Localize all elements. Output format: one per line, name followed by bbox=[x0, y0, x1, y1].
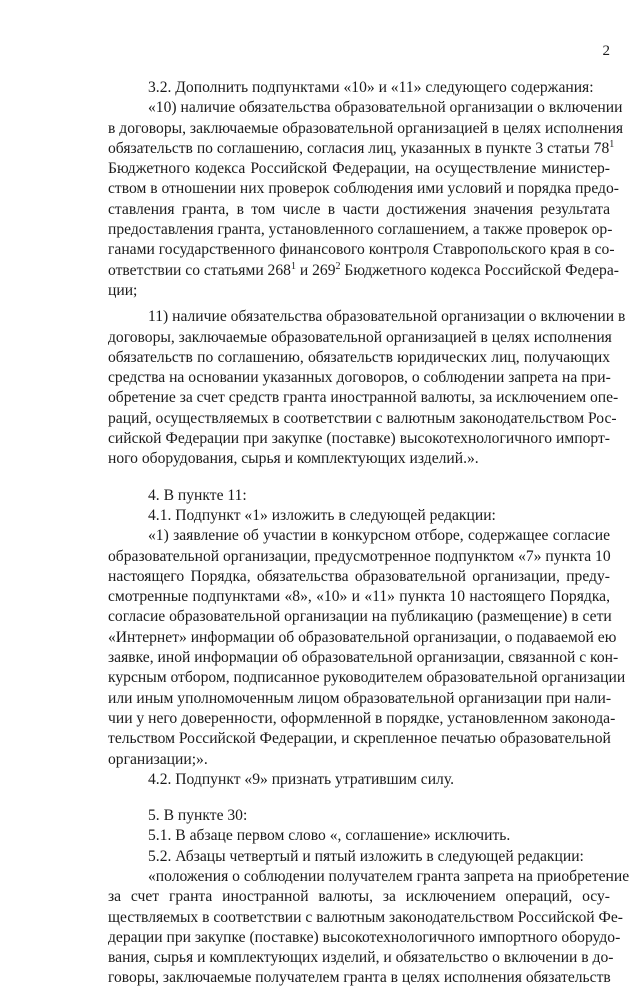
quote-line: вания, сырья и комплектующих изделий, и обязательство о включении в до- bbox=[108, 949, 614, 967]
paragraph-3-2-intro: 3.2. Дополнить подпунктами «10» и «11» следующего содержания: bbox=[148, 79, 594, 96]
subitem-1-line: или иным уполномоченным лицом образовательной организации при нали- bbox=[108, 689, 612, 707]
subitem-11-line: обретение за счет средств гранта иностранной валюты, за исключением опе- bbox=[108, 389, 619, 407]
subitem-11-line: 11) наличие обязательства образовательной организации о включении в bbox=[148, 308, 626, 326]
section-5 bbox=[108, 806, 630, 989]
quote-line: дерации при закупке (поставке) высокотехнологичного импортного оборудо- bbox=[108, 928, 621, 946]
text-fragment: и 269 bbox=[295, 261, 336, 279]
subitem-1-line: образовательной организации, предусмотренное подпунктом «7» пункта 10 bbox=[108, 547, 611, 565]
superscript: 2 bbox=[335, 260, 341, 272]
subitem-10-line: ции; bbox=[108, 281, 138, 299]
subitem-11-line: средства на основании указанных договоров, о соблюдении запрета на при- bbox=[108, 369, 611, 387]
subitem-1-line: смотренные подпунктами «8», «10» и «11» пункта 10 настоящего Порядка, bbox=[108, 588, 610, 606]
paragraph-5-1: 5.1. В абзаце первом слово «, соглашение» исключить. bbox=[148, 827, 511, 845]
paragraph-4-1-intro: 4.1. Подпункт «1» изложить в следующей редакции: bbox=[148, 506, 496, 524]
subitem-11-line: договоры, заключаемые образовательной организацией в целях исполнения bbox=[108, 328, 612, 346]
subitem-10-line: предоставления гранта, установленного соглашением, а также проверок ор- bbox=[108, 221, 613, 239]
superscript: 1 bbox=[290, 260, 296, 272]
text-fragment: ответствии со статьями 268 bbox=[108, 261, 291, 279]
section-5-heading: 5. В пункте 30: bbox=[148, 807, 248, 825]
superscript: 1 bbox=[609, 138, 615, 150]
subitem-10-line: ством в отношении них проверок соблюдения ими условий и порядка предо- bbox=[108, 180, 619, 198]
paragraph-5-2: 5.2. Абзацы четвертый и пятый изложить в следующей редакции: bbox=[148, 847, 584, 865]
subitem-1-line: «Интернет» информации об образовательной организации, о подаваемой ею bbox=[108, 628, 617, 646]
spacer bbox=[108, 470, 610, 486]
paragraph-4-2: 4.2. Подпункт «9» признать утратившим силу. bbox=[148, 770, 454, 788]
page-number: 2 bbox=[602, 43, 610, 59]
subitem-11-line: обязательств по соглашению, обязательств юридических лиц, получающих bbox=[108, 348, 610, 366]
subitem-1-line: курсным отбором, подписанное руководителем образовательной организации bbox=[108, 669, 626, 687]
subitem-1-line: организации;». bbox=[108, 750, 208, 768]
quote-line: говоры, заключаемые получателем гранта в целях исполнения обязательств bbox=[108, 969, 611, 987]
section-4 bbox=[108, 486, 626, 790]
subitem-10-line bbox=[108, 260, 619, 281]
subitem-1-line: чии у него доверенности, оформленной в порядке, установленном законода- bbox=[108, 709, 616, 727]
document-body bbox=[108, 78, 630, 989]
section-4-heading: 4. В пункте 11: bbox=[148, 486, 247, 504]
quote-line: ществляемых в соответствии с валютным законодательством Российской Фе- bbox=[108, 908, 623, 926]
quote-line: за счет гранта иностранной валюты, за исключением операций, осу- bbox=[108, 888, 610, 906]
subitem-10-line: ганами государственного финансового контроля Ставропольского края в со- bbox=[108, 241, 615, 259]
subitem-1-line: тельством Российской Федерации, и скрепленное печатью образовательной bbox=[108, 730, 611, 748]
text-fragment: обязательств по соглашению, согласия лиц, указанных в пункте 3 статьи 78 bbox=[108, 139, 610, 157]
subitem-10-line bbox=[108, 138, 615, 159]
subitem-10-line: ставления гранта, в том числе в части достижения значения результата bbox=[108, 200, 610, 218]
subitem-1-line: настоящего Порядка, обязательства образовательной организации, преду- bbox=[108, 567, 610, 585]
quote-line: «положения о соблюдении получателем гранта запрета на приобретение bbox=[148, 867, 630, 885]
subitem-11-line: ного оборудования, сырья и комплектующих изделий.». bbox=[108, 450, 479, 468]
subitem-10-line: «10) наличие обязательства образовательной организации о включении bbox=[148, 99, 623, 117]
text-fragment: Бюджетного кодекса Российской Федера- bbox=[340, 261, 619, 279]
subitem-1-line: заявке, иной информации об образовательной организации, связанной с кон- bbox=[108, 649, 619, 667]
spacer bbox=[108, 790, 610, 806]
section-3-2 bbox=[108, 78, 626, 470]
subitem-10-line: Бюджетного кодекса Российской Федерации, на осуществление министер- bbox=[108, 160, 610, 178]
subitem-1-line: согласие образовательной организации на публикацию (размещение) в сети bbox=[108, 608, 612, 626]
subitem-1-line: «1) заявление об участии в конкурсном отборе, содержащее согласие bbox=[148, 527, 610, 545]
subitem-10-line: в договоры, заключаемые образовательной организацией в целях исполнения bbox=[108, 119, 624, 137]
subitem-11-line: сийской Федерации при закупке (поставке) высокотехнологичного импорт- bbox=[108, 430, 610, 448]
subitem-11-line: раций, осуществляемых в соответствии с валютным законодательством Рос- bbox=[108, 409, 617, 427]
